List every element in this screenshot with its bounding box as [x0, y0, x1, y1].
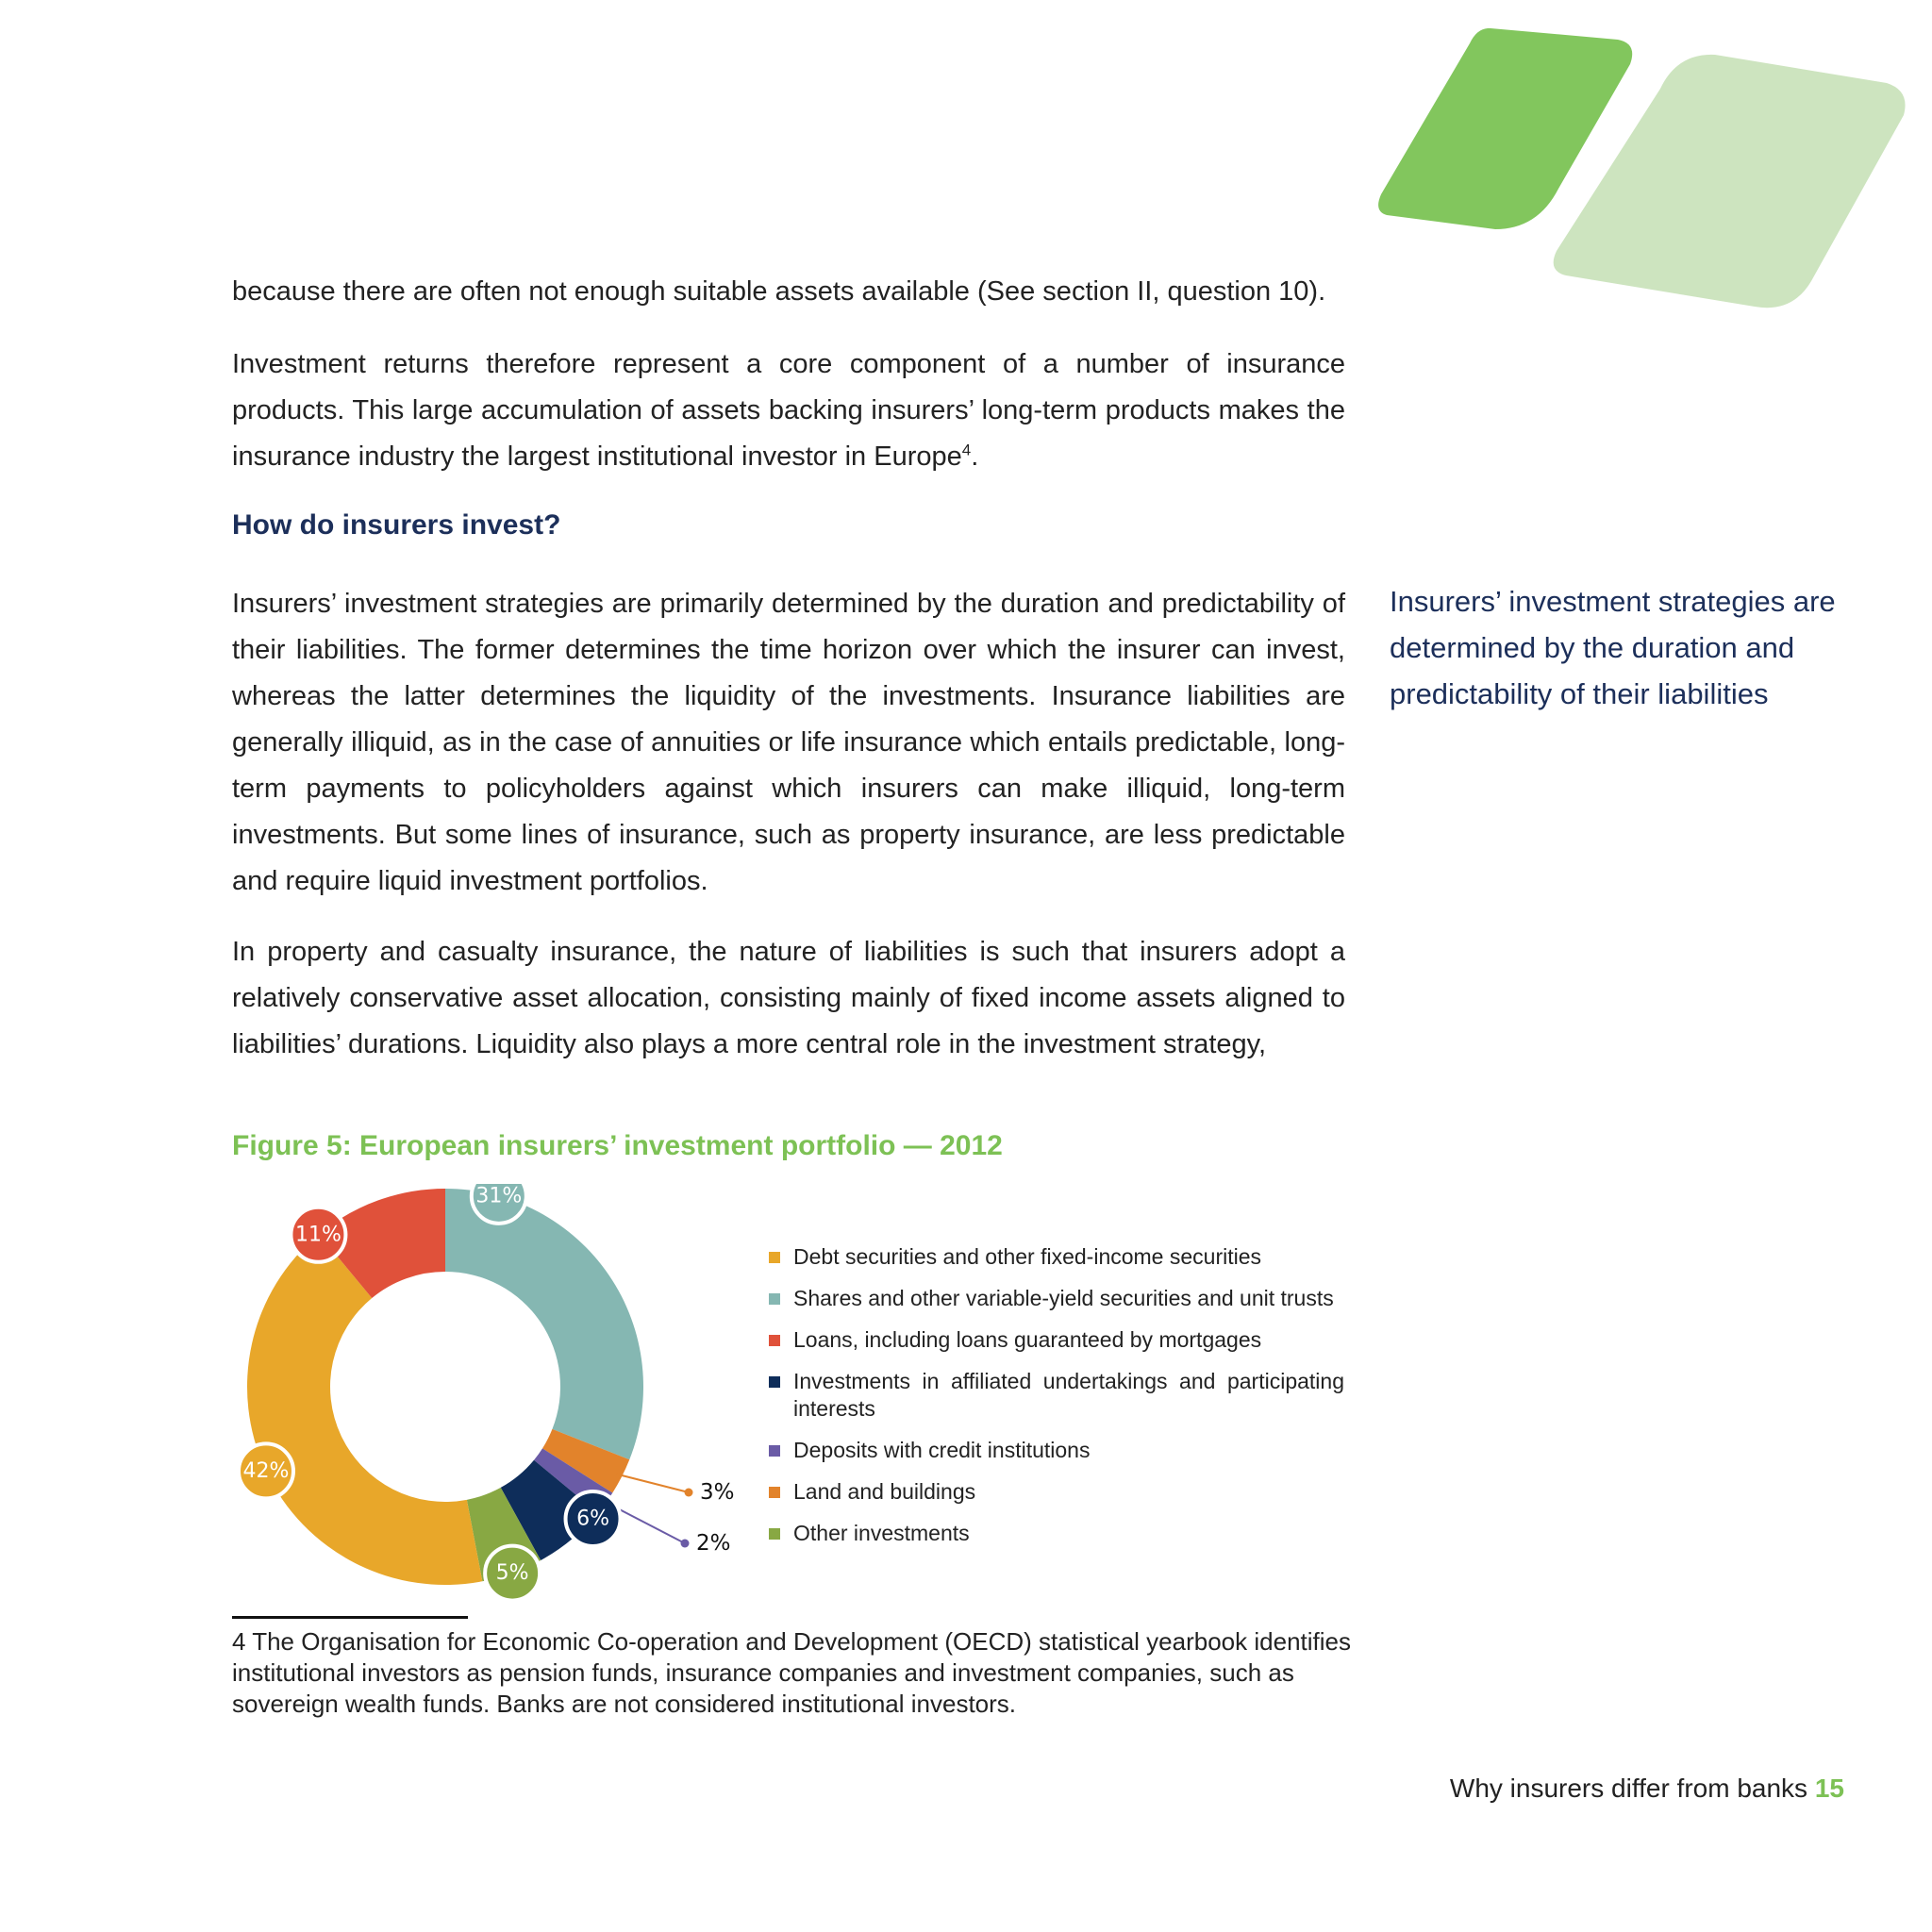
legend-label: Debt securities and other fixed-income securities — [793, 1244, 1262, 1269]
paragraph-4: In property and casualty insurance, the nature of liabilities is such that insurers adopt a relatively conservative asset allocation, consisting mainly of fixed income assets aligned to liabilities’ durations. Liquidity also plays a more central role in the investment strategy, — [232, 937, 1345, 1059]
donut-chart — [226, 1184, 755, 1618]
legend-swatch — [769, 1487, 780, 1498]
paragraph-2-end: . — [971, 441, 979, 472]
footer-title: Why insurers differ from banks — [1449, 1774, 1808, 1803]
legend-label: Other investments — [793, 1521, 970, 1545]
chart-legend — [769, 1243, 1344, 1561]
legend-swatch — [769, 1528, 780, 1540]
decorative-shapes — [1377, 28, 1906, 330]
page-number: 15 — [1814, 1774, 1844, 1803]
legend-swatch — [769, 1335, 780, 1346]
legend-label: Loans, including loans guaranteed by mortgages — [793, 1327, 1262, 1352]
paragraph-2 — [232, 341, 1345, 480]
legend-item — [769, 1437, 1344, 1464]
paragraph-3: Insurers’ investment strategies are primarily determined by the duration and predictability of their liabilities. The former determines the time horizon over which the insurer can invest, whereas the latter determines the liquidity of the investments. Insurance liabilities are generally illiquid, as in the case of annuities or life insurance which entails predictable, long-term payments to policyholders against which insurers can make illiquid, long-term investments. But some lines of insurance, such as property insurance, are less predictable and require liquid investment portfolios. — [232, 589, 1345, 896]
legend-item — [769, 1243, 1344, 1271]
footnote-rule — [232, 1616, 468, 1619]
legend-swatch — [769, 1376, 780, 1388]
paragraph-1: because there are often not enough suitable assets available (See section II, question 10). — [232, 276, 1326, 307]
data-label: 11% — [294, 1223, 341, 1247]
section-heading: How do insurers invest? — [232, 509, 561, 541]
callout-dot — [681, 1540, 690, 1548]
figure-title: Figure 5: European insurers’ investment portfolio — 2012 — [232, 1130, 1003, 1161]
legend-label: Investments in affiliated undertakings and participating interests — [793, 1369, 1344, 1421]
data-label: 42% — [242, 1458, 290, 1483]
footnote: 4 The Organisation for Economic Co-operation and Development (OECD) statistical yearbook identifies institutional investors as pension funds, insurance companies and investment companies, such as sovereign wealth funds. Banks are not considered institutional investors. — [232, 1627, 1351, 1718]
pull-quote: Insurers’ investment strategies are determined by the duration and predictability of their liabilities — [1390, 585, 1836, 710]
footnote-ref[interactable]: 4 — [961, 441, 972, 459]
data-label: 31% — [475, 1184, 523, 1208]
legend-item — [769, 1520, 1344, 1547]
legend-item — [769, 1285, 1344, 1312]
legend-swatch — [769, 1252, 780, 1263]
data-label: 3% — [700, 1480, 735, 1505]
legend-item — [769, 1326, 1344, 1354]
legend-label: Deposits with credit institutions — [793, 1438, 1091, 1462]
legend-item — [769, 1368, 1344, 1423]
legend-label: Shares and other variable-yield securities and unit trusts — [793, 1286, 1334, 1310]
data-label: 6% — [576, 1507, 609, 1531]
data-label: 5% — [495, 1561, 529, 1586]
data-label: 2% — [696, 1531, 731, 1556]
legend-label: Land and buildings — [793, 1479, 976, 1504]
callout-dot — [685, 1489, 693, 1497]
donut-slice — [445, 1189, 643, 1459]
legend-item — [769, 1478, 1344, 1506]
callout-line — [617, 1474, 689, 1492]
legend-swatch — [769, 1293, 780, 1305]
legend-swatch — [769, 1445, 780, 1457]
paragraph-2-text: Investment returns therefore represent a core component of a number of insurance products. This large accumulation of assets backing insurers’ long-term products makes the insurance industry the largest institutional investor in Europe — [232, 349, 1345, 472]
page-footer — [1450, 1774, 1844, 1804]
